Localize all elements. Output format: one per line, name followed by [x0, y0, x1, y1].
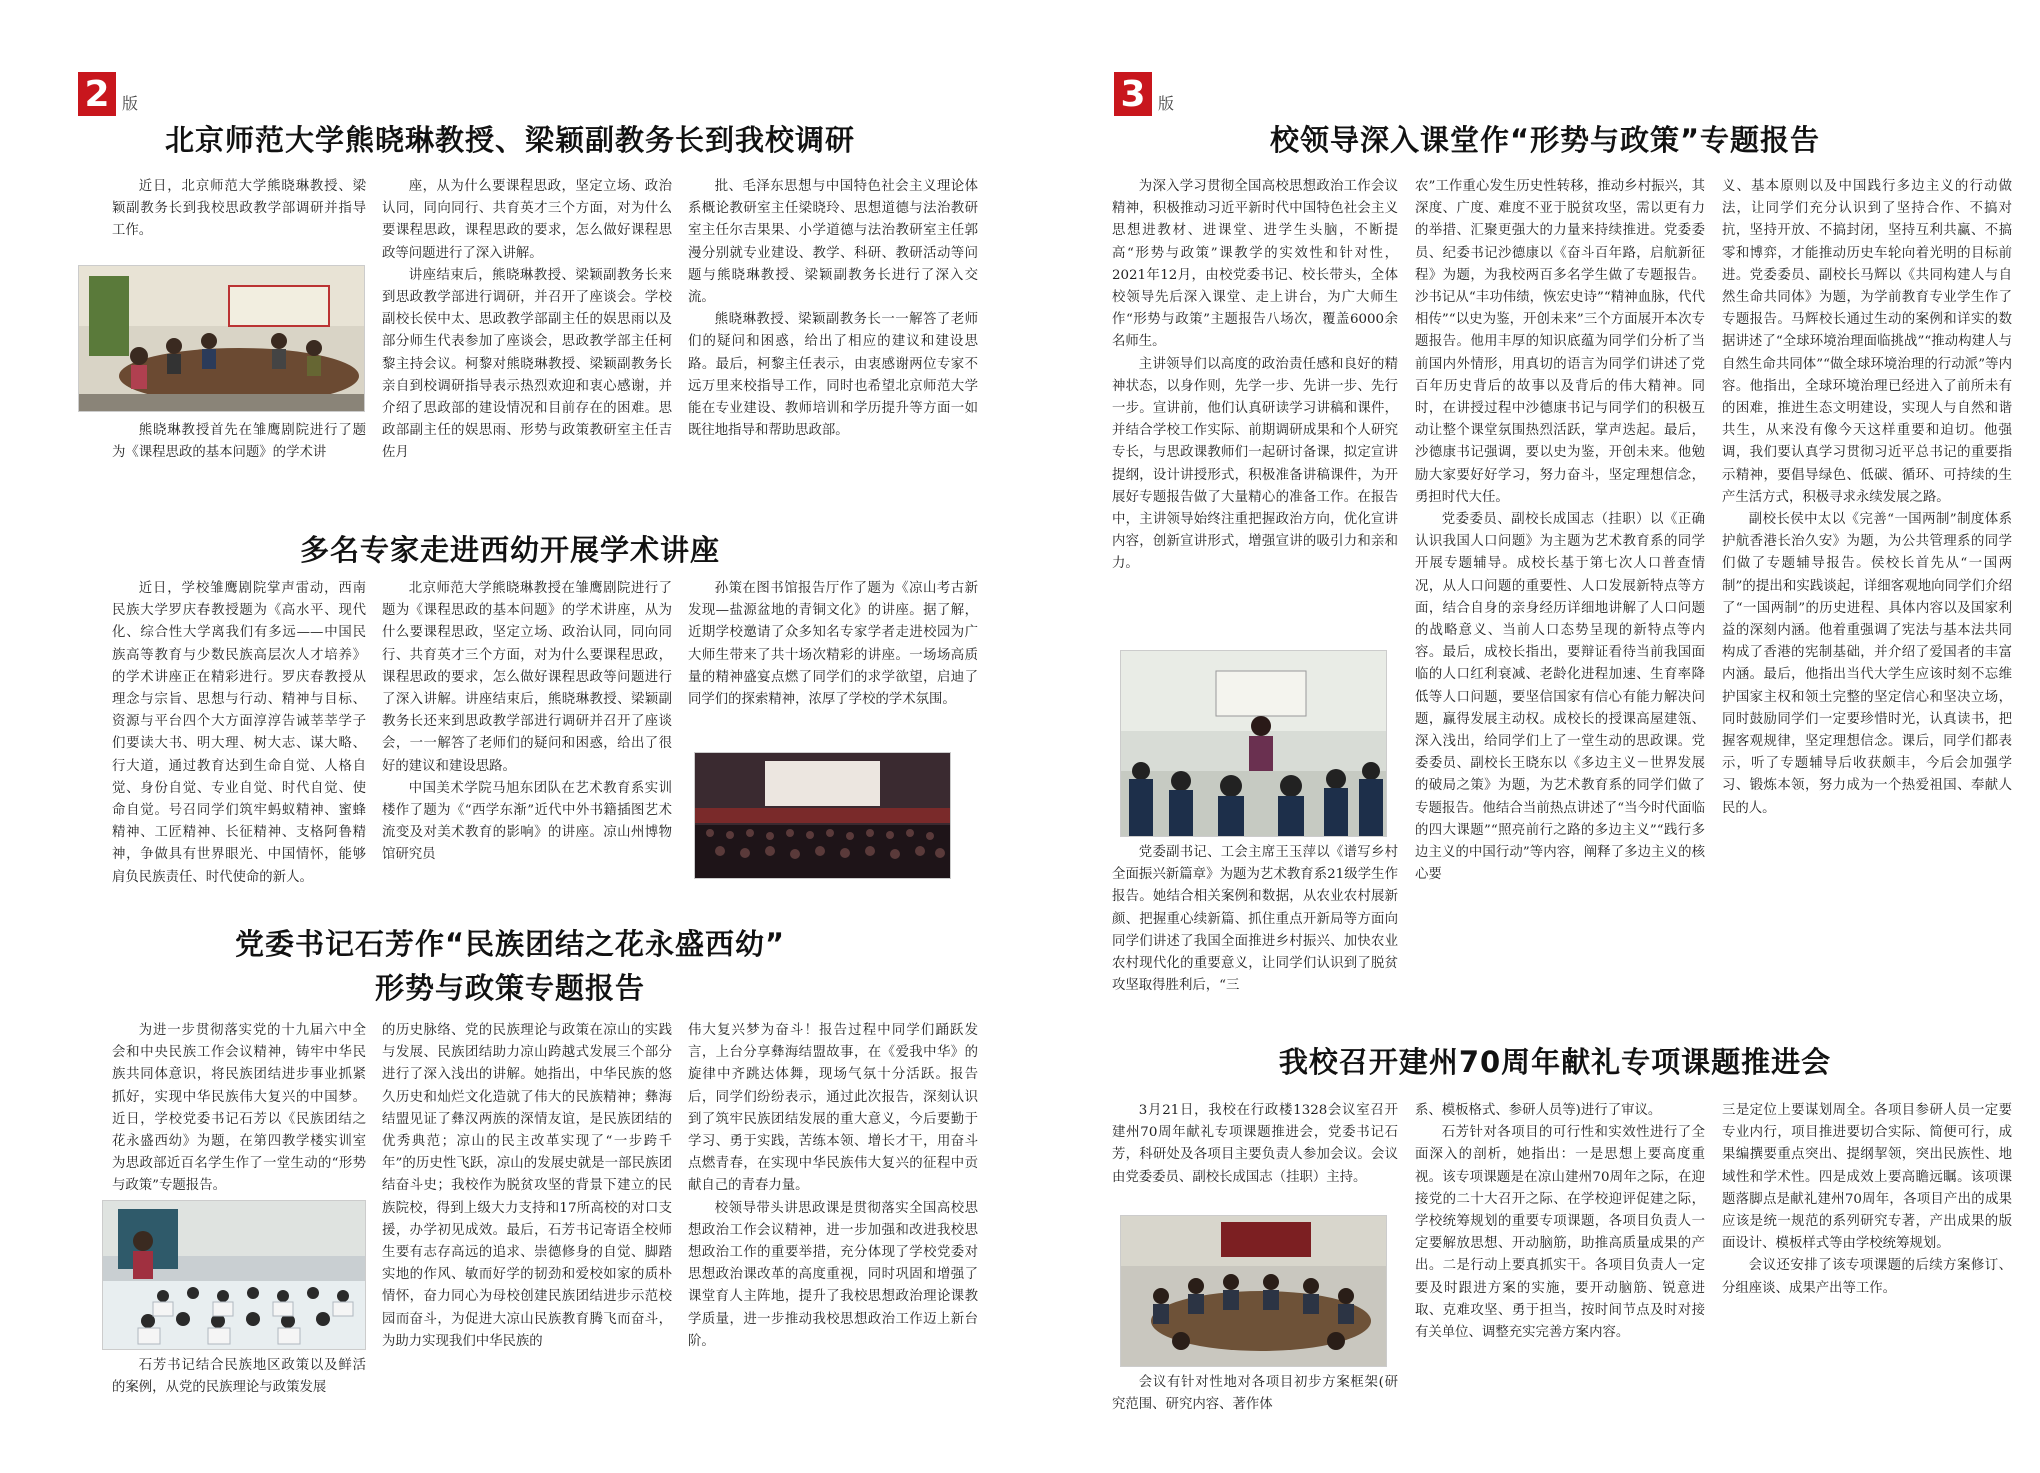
paragraph: 系、模板格式、参研人员等)进行了审议。: [1415, 1103, 1662, 1118]
paragraph: 主讲领导们以高度的政治责任感和良好的精神状态，以身作则，先学一步、先讲一步、先行一步。宣讲前，他们认真研读学习讲稿和课件，并结合学校工作实际、前期调研成果和个人研究专长，与思政课教师们一起研讨备课，拟定宣讲提纲，设计讲授形式，积极准备讲稿课件，为开展好专题报告做了大量精心的准备工作。在报告中，主讲领导始终注重把握政治方向，优化宣讲内容，创新宣讲形式，增强宣讲的吸引力和亲和力。: [1112, 356, 1398, 572]
paragraph: 石芳针对各项目的可行性和实效性进行了全面深入的剖析，她指出：一是思想上要高度重视。该专项课题是在凉山建州70周年之际，在迎接党的二十大召开之际、在学校迎评促建之际，学校统筹规划的重要专项课题，各项目负责人一定要解放思想、开动脑筋，助推高质量成果的产出。二是行动上要真抓实干。各项目负责人一定要及时跟进方案的实施，要开动脑筋、锐意进取、克难攻坚、勇于担当，按时间节点及时对接有关单位、调整充实完善方案内容。: [1415, 1125, 1705, 1341]
paragraph: 党委委员、副校长成国志（挂职）以《正确认识我国人口问题》为主题为艺术教育系的同学开展专题辅导。成校长基于第七次人口普查情况，从人口问题的重要性、人口发展新特点等方面，结合自身的亲身经历详细地讲解了人口问题的战略意义、当前人口态势呈现的新特点等内容。最后，成校长指出，要辩证看待当前我国面临的人口红利衰减、老龄化进程加速、生育率降低等人口问题，要坚信国家有信心有能力解决问题，赢得发展主动权。成校长的授课高屋建瓴、深入浅出，给同学们上了一堂生动的思政课。党委委员、副校长王晓东以《多边主义－世界发展的破局之策》为题，为艺术教育系的同学们做了专题报告。他结合当前热点讲述了“当今时代面临的四大课题”“照亮前行之路的多边主义”“践行多边主义的中国行动”等内容，阐释了多边主义的核心要: [1415, 512, 1705, 883]
photo-caption: [112, 420, 366, 470]
caption-text: 石芳书记结合民族地区政策以及鲜活的案例，从党的民族理论与政策发展: [112, 1358, 366, 1396]
page-label: 版: [1158, 94, 1175, 113]
page-number: 2: [78, 72, 116, 116]
article3-column-1: [112, 1020, 366, 1195]
photo-caption: [1112, 842, 1398, 1020]
headline-party-secretary-report: [110, 922, 910, 1010]
headline-expert-lectures: 多名专家走进西幼开展学术讲座: [299, 533, 720, 567]
article2-column-1: [1112, 1100, 1398, 1212]
caption-text: 熊晓琳教授首先在雏鹰剧院进行了题为《课程思政的基本问题》的学术讲: [112, 423, 366, 461]
article2-column-3: [1722, 1100, 2012, 1440]
headline-leaders-lecture: 校领导深入课堂作“形势与政策”专题报告: [1269, 123, 1821, 157]
article1-column-1: [112, 176, 366, 246]
paragraph: 批、毛泽东思想与中国特色社会主义理论体系概论教研室主任梁晓玲、思想道德与法治教研室主任尔吉果果、小学道德与法治教研室主任郭漫分别就专业建设、教学、科研、教研活动等问题与熊晓琳教授、梁颖副教务长进行了深入交流。: [688, 179, 978, 306]
article1-column-3: [1722, 176, 2012, 1021]
paragraph: 熊晓琳教授、梁颖副教务长一一解答了老师们的疑问和困惑，给出了相应的建议和建设思路。最后，柯黎主任表示，由衷感谢两位专家不远万里来校指导工作，同时也希望北京师范大学能在专业建设、教师培训和学历提升等方面一如既往地指导和帮助思政部。: [688, 312, 978, 439]
paragraph: 座，从为什么要课程思政，坚定立场、政治认同，同向同行、共育英才三个方面，对为什么要课程思政，课程思政的要求，怎么做好课程思政等问题进行了深入讲解。: [382, 179, 672, 261]
paragraph: 北京师范大学熊晓琳教授在雏鹰剧院进行了题为《课程思政的基本问题》的学术讲座，从为什么要课程思政，坚定立场、政治认同，同向同行、共育英才三个方面，对为什么要课程思政，课程思政的要求，怎么做好课程思政等问题进行了深入讲解。讲座结束后，熊晓琳教授、梁颖副教务长还来到思政教学部进行调研并召开了座谈会，一一解答了老师们的疑问和困惑，给出了很好的建议和建设思路。: [382, 581, 672, 774]
page-label: 版: [122, 94, 139, 113]
page-number-badge: [1114, 72, 1174, 116]
paragraph: 校领导带头讲思政课是贯彻落实全国高校思想政治工作会议精神，进一步加强和改进我校思想政治工作的重要举措，充分体现了学校党委对思想政治课改革的高度重视，同时巩固和增强了课堂育人主阵地，提升了我校思想政治理论课教学质量，进一步推动我校思想政治工作迈上新台阶。: [688, 1200, 978, 1349]
article1-column-2: [382, 176, 672, 476]
article1-column-3: [688, 176, 978, 476]
article1-column-2: [1415, 176, 1705, 1021]
paragraph: 农”工作重心发生历史性转移，推动乡村振兴，其深度、广度、难度不亚于脱贫攻坚，需以更有力的举措、汇聚更强大的力量来持续推进。党委委员、纪委书记沙德康以《奋斗百年路，启航新征程》为题，为我校两百多名学生做了专题报告。沙书记从“丰功伟绩，恢宏史诗”“精神血脉，代代相传”“以史为鉴，开创未来”三个方面展开本次专题报告。他用丰厚的知识底蕴为同学们分析了当前国内外情形，用真切的语言为同学们讲述了党百年历史背后的故事以及背后的伟大精神。同时，在讲授过程中沙德康书记与同学们的积极互动让整个课堂氛围热烈活跃，掌声迭起。最后，沙德康书记强调，要以史为鉴，开创未来。他勉励大家要好好学习，努力奋斗，坚定理想信念，勇担时代大任。: [1415, 179, 1705, 505]
paragraph: 义、基本原则以及中国践行多边主义的行动做法，让同学们充分认识到了坚持合作、不搞对抗，坚持开放、不搞封闭，坚持互利共赢、不搞零和博弈，才能推动历史车轮向着光明的目标前进。党委委员、副校长马辉以《共同构建人与自然生命共同体》为题，为学前教育专业学生作了专题报告。马辉校长通过生动的案例和详实的数据讲述了“全球环境治理面临挑战”“推动构建人与自然生命共同体”“做全球环境治理的行动派”等内容。他指出，全球环境治理已经进入了前所未有的困难，推进生态文明建设，实现人与自然和谐共生，从来没有像今天这样重要和迫切。他强调，我们要认真学习贯彻习近平总书记的重要指示精神，要倡导绿色、低碳、循环、可持续的生产生活方式，积极寻求永续发展之路。: [1722, 179, 2012, 505]
paragraph: 的历史脉络、党的民族理论与政策在凉山的实践与发展、民族团结助力凉山跨越式发展三个部分进行了深入浅出的讲解。她指出，中华民族的悠久历史和灿烂文化造就了伟大的民族精神；彝海结盟见证了彝汉两族的深情友谊，是民族团结的优秀典范；凉山的民主改革实现了“一步跨千年”的历史性飞跃，凉山的发展史就是一部民族团结奋斗史；我校作为脱贫攻坚的背景下建立的民族院校，得到上级大力支持和17所高校的对口支援，办学初见成效。最后，石芳书记寄语全校师生要有志存高远的追求、崇德修身的自觉、脚踏实地的作风、敏而好学的韧劲和爱校如家的质朴情怀，奋力同心为母校创建民族团结进步示范校园而奋斗，为促进大凉山民族教育腾飞而奋斗，为助力实现我们中华民族的: [382, 1023, 672, 1349]
headline-bnu-visit: 北京师范大学熊晓琳教授、梁颖副教务长到我校调研: [164, 123, 855, 157]
paragraph: 为进一步贯彻落实党的十九届六中全会和中央民族工作会议精神，铸牢中华民族共同体意识，将民族团结进步事业抓紧抓好，实现中华民族伟大复兴的中国梦。近日，学校党委书记石芳以《民族团结之花永盛西幼》为题，在第四教学楼实训室为思政部近百名学生作了一堂生动的“形势与政策”专题报告。: [112, 1023, 366, 1194]
article3-column-3: [688, 1020, 978, 1415]
article2-column-2: [1415, 1100, 1705, 1440]
page-3: [1020, 0, 2040, 1473]
photo-lecture-hall: [694, 752, 951, 879]
photo-lecture-classroom: [1120, 650, 1387, 837]
paragraph: 为深入学习贯彻全国高校思想政治工作会议精神，积极推动习近平新时代中国特色社会主义思想进教材、进课堂、进学生头脑，不断提高“形势与政策”课教学的实效性和针对性，2021年12月，由校党委书记、校长带头，全体校领导先后深入课堂、走上讲台，为广大师生作“形势与政策”主题报告八场次，覆盖6000余名师生。: [1112, 179, 1398, 350]
headline-line-1: 党委书记石芳作“民族团结之花永盛西幼”: [234, 927, 786, 961]
photo-classroom-report: [102, 1200, 366, 1350]
paragraph: 三是定位上要谋划周全。各项目参研人员一定要专业内行，项目推进要切合实际、简便可行，成果编撰要重点突出、提纲挈领，突出民族性、地域性和学术性。四是成效上要高瞻远瞩。该项课题落脚点是献礼建州70周年，各项目产出的成果应该是统一规范的系列研究专著，产出成果的版面设计、模板样式等由学校统筹规划。: [1722, 1103, 2012, 1252]
paragraph: 讲座结束后，熊晓琳教授、梁颖副教务长来到思政教学部进行调研，并召开了座谈会。学校副校长侯中太、思政教学部副主任的娱思雨以及部分师生代表参加了座谈会，思政教学部主任柯黎主持会议。柯黎对熊晓琳教授、梁颖副教务长亲自到校调研指导表示热烈欢迎和衷心感谢，并介绍了思政部的建设情况和目前存在的困难。思政部副主任的娱思雨、形势与政策教研室主任吉佐月: [382, 267, 672, 461]
paragraph: 3月21日，我校在行政楼1328会议室召开建州70周年献礼专项课题推进会，党委书记石芳，科研处及各项目主要负责人参加会议。会议由党委委员、副校长成国志（挂职）主持。: [1112, 1103, 1398, 1185]
article2-column-3: [688, 578, 978, 748]
article2-column-1: [112, 578, 366, 908]
paragraph: 中国美术学院马旭东团队在艺术教育系实训楼作了题为《“西学东渐”近代中外书籍插图艺术流变及对美术教育的影响》的讲座。凉山州博物馆研究员: [382, 780, 672, 863]
headline-line-2: 形势与政策专题报告: [374, 971, 645, 1005]
photo-meeting-room: [1120, 1215, 1387, 1367]
photo-caption: [1112, 1372, 1398, 1442]
caption-text: 会议有针对性地对各项目初步方案框架(研究范围、研究内容、著作体: [1112, 1375, 1398, 1413]
paragraph: 孙策在图书馆报告厅作了题为《凉山考古新发现—盐源盆地的青铜文化》的讲座。据了解，近期学校邀请了众多知名专家学者走进校园为广大师生带来了共十场次精彩的讲座。一场场高质量的精神盛宴点燃了同学们的求学欲望，启迪了同学们的探索精神，浓厚了学校的学术氛围。: [688, 581, 978, 708]
article3-column-2: [382, 1020, 672, 1415]
article1-column-1: [1112, 176, 1398, 644]
article2-column-2: [382, 578, 672, 908]
caption-text: 党委副书记、工会主席王玉萍以《谱写乡村全面振兴新篇章》为题为艺术教育系21级学生作报告。她结合相关案例和数据，从农业农村展新颜、把握重心续新篇、抓住重点开新局等方面向同学们讲述了我国全面推进乡村振兴、加快农业农村现代化的重要意义，让同学们认识到了脱贫攻坚取得胜利后，“三: [1112, 845, 1398, 994]
photo-seminar-meeting: [78, 265, 365, 412]
paragraph: 近日，北京师范大学熊晓琳教授、梁颖副教务长到我校思政教学部调研并指导工作。: [112, 179, 366, 239]
paragraph: 会议还安排了该专项课题的后续方案修订、分组座谈、成果产出等工作。: [1722, 1258, 2012, 1296]
page-number-badge: [78, 72, 138, 116]
page-number: 3: [1114, 72, 1152, 116]
photo-caption: [112, 1355, 366, 1405]
paragraph: 近日，学校雏鹰剧院掌声雷动，西南民族大学罗庆春教授题为《高水平、现代化、综合性大学离我们有多远——中国民族高等教育与少数民族高层次人才培养》的学术讲座正在精彩进行。罗庆春教授从理念与宗旨、思想与行动、精神与目标、资源与平台四个大方面淳淳告诫莘莘学子们要读大书、明大理、树大志、谋大略、行大道，通过教育达到生命自觉、人格自觉、身份自觉、专业自觉、时代自觉、使命自觉。号召同学们筑牢蚂蚁精神、蜜蜂精神、工匠精神、长征精神、支格阿鲁精神，争做具有世界眼光、中国情怀，能够肩负民族责任、时代使命的新人。: [112, 581, 366, 885]
paragraph: 副校长侯中太以《完善“一国两制”制度体系护航香港长治久安》为题，为公共管理系的同学们做了专题辅导报告。侯校长首先从“一国两制”的提出和实践谈起，详细客观地向同学们介绍了“一国两制”的历史进程、具体内容以及国家利益的深刻内涵。他着重强调了宪法与基本法共同构成了香港的宪制基础，并介绍了爱国者的丰富内涵。最后，他指出当代大学生应该时刻不忘维护国家主权和领土完整的坚定信心和坚决立场，同时鼓励同学们一定要珍惜时光，认真读书，把握客观规律，坚定理想信念。课后，同学们都表示，听了专题辅导后收获颇丰，今后会加强学习、锻炼本领，努力成为一个热爱祖国、奉献人民的人。: [1722, 512, 2012, 816]
headline-project-meeting: 我校召开建州70周年献礼专项课题推进会: [1278, 1045, 1832, 1079]
paragraph: 伟大复兴梦为奋斗！报告过程中同学们踊跃发言，上台分享彝海结盟故事，在《爱我中华》的旋律中齐跳达体舞，现场气氛十分活跃。报告后，同学们纷纷表示，通过此次报告，深刻认识到了筑牢民族团结发展的重大意义，今后要勤于学习、勇于实践，苦练本领、增长才干，用奋斗点燃青春，在实现中华民族伟大复兴的征程中贡献自己的青春力量。: [688, 1023, 978, 1194]
